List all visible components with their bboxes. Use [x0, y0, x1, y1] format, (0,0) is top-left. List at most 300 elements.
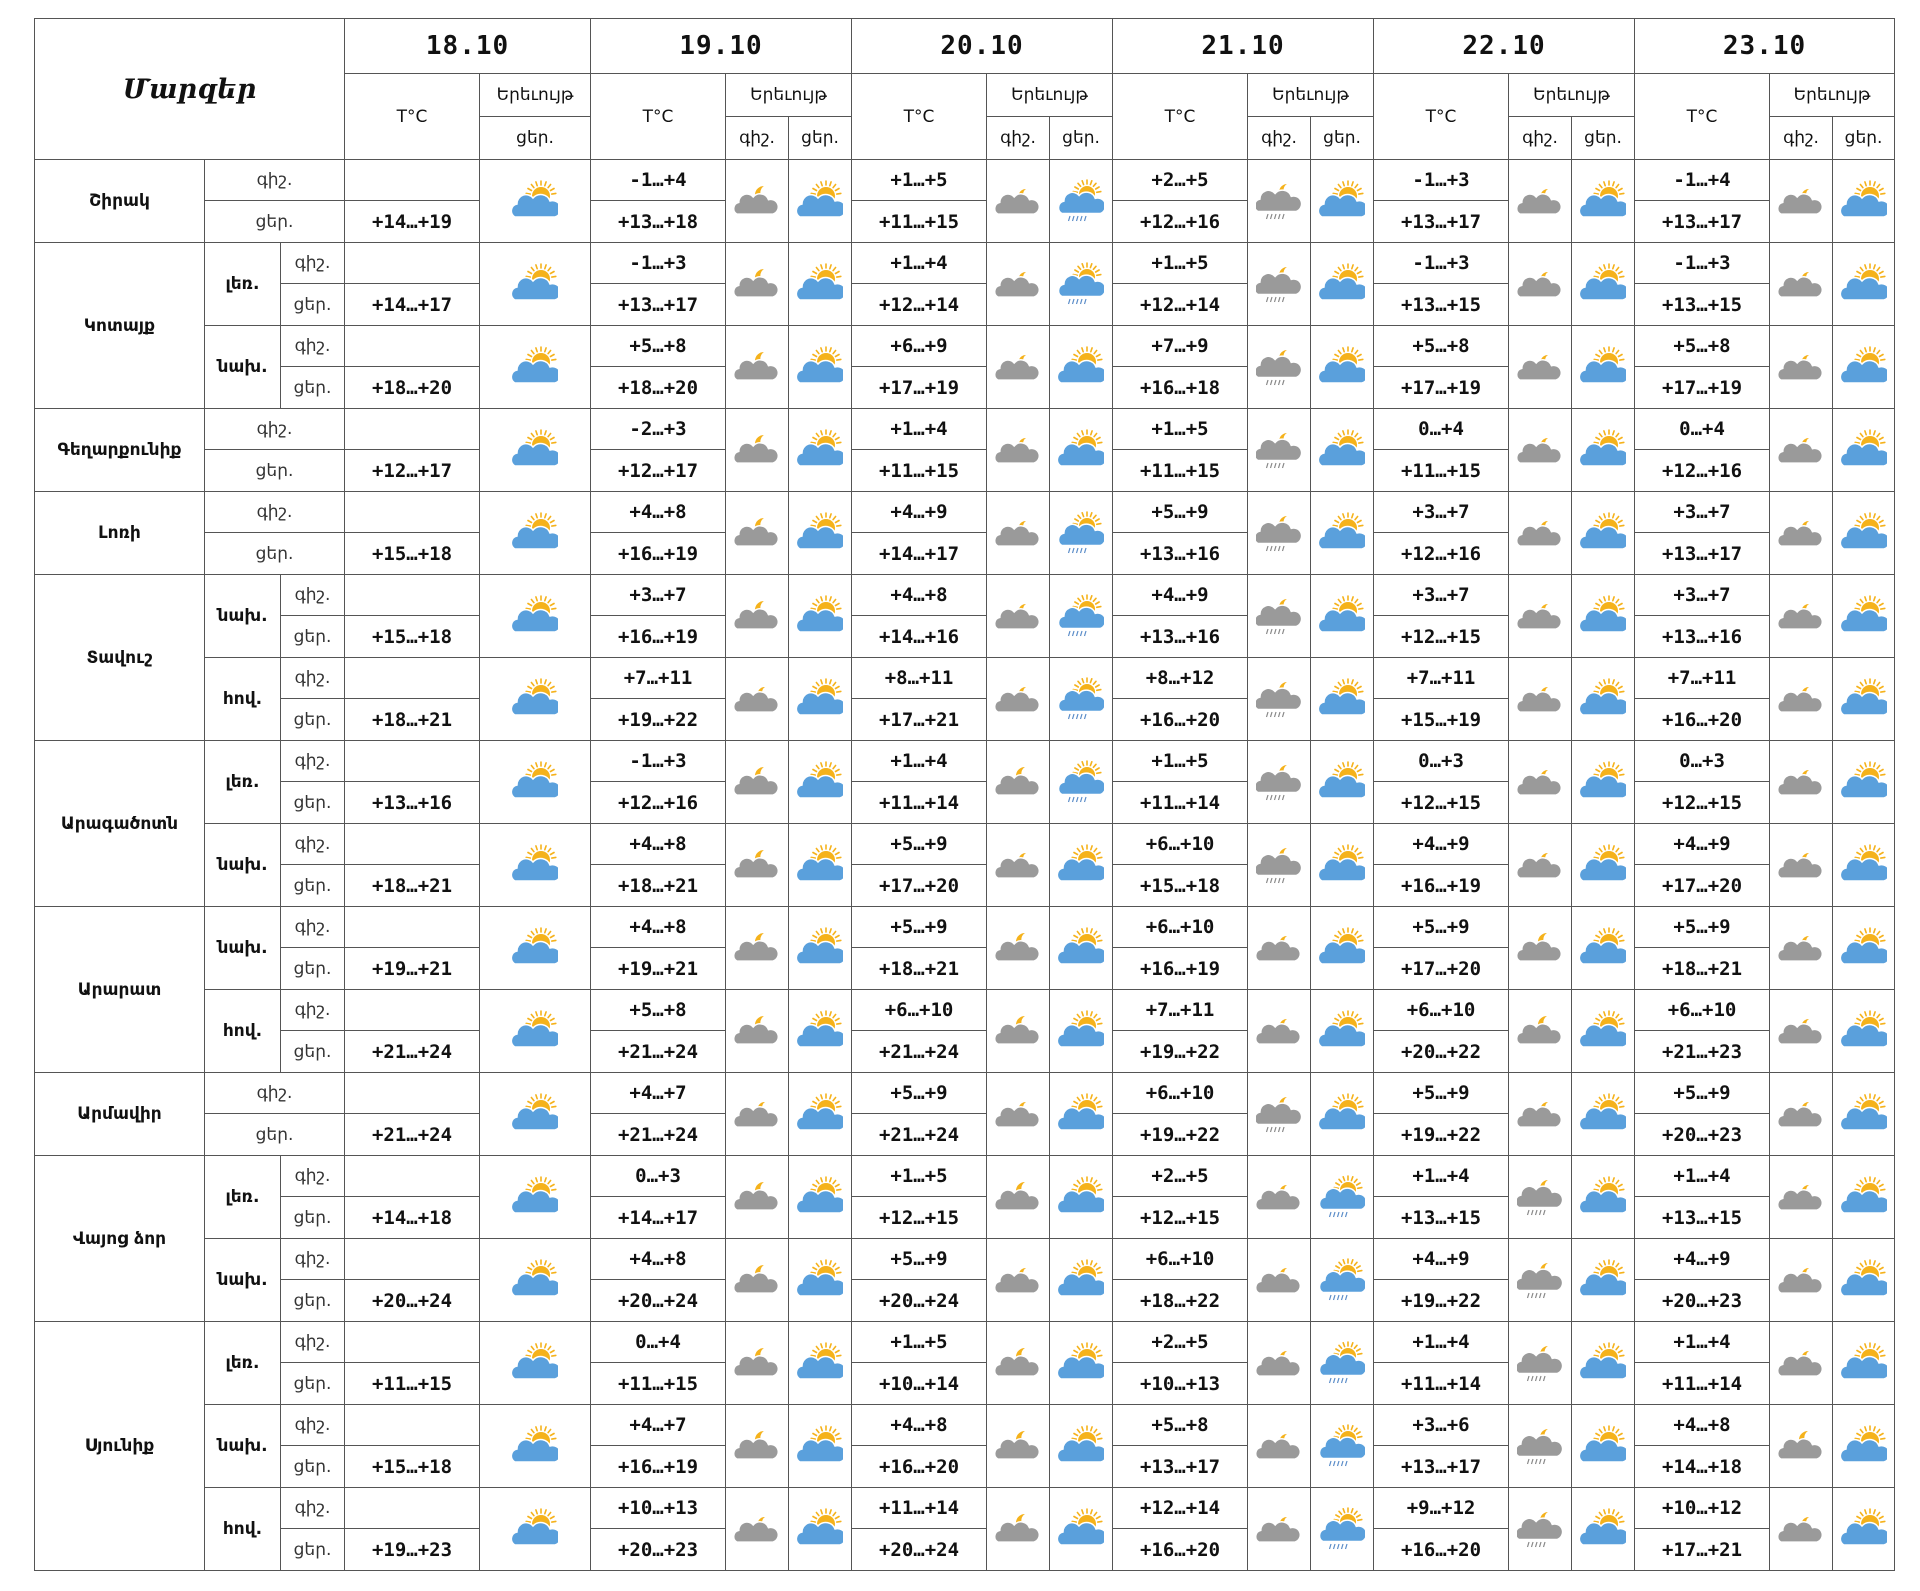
day-temp: +12…+16: [1374, 533, 1509, 575]
partly-cloudy-icon: [1572, 1073, 1635, 1156]
night-cloud-icon: [1248, 907, 1311, 990]
day-header: ցեր.: [1050, 117, 1113, 160]
night-temp: [345, 1156, 480, 1197]
day-label: ցեր.: [281, 1363, 345, 1405]
night-cloud-icon: [1509, 409, 1572, 492]
night-temp: +4…+8: [591, 1239, 726, 1280]
partly-cloudy-icon: [1572, 1239, 1635, 1322]
day-temp: +16…+20: [1635, 699, 1770, 741]
night-cloudy-icon: [726, 160, 789, 243]
night-cloudy-rain-icon: [1509, 1156, 1572, 1239]
night-cloud-icon: [1248, 1405, 1311, 1488]
day-temp: +12…+14: [852, 284, 987, 326]
day-temp: +20…+23: [591, 1529, 726, 1571]
phenomenon-header: Երեւույթ: [987, 74, 1113, 117]
day-temp: +17…+19: [852, 367, 987, 409]
partly-cloudy-icon: [480, 741, 591, 824]
night-cloud-icon: [987, 326, 1050, 409]
night-label: գիշ.: [205, 492, 345, 533]
night-temp: +3…+7: [1374, 575, 1509, 616]
night-temp: +6…+10: [1113, 1239, 1248, 1280]
cloudy-rain-icon: [1050, 575, 1113, 658]
night-header: գիշ.: [1248, 117, 1311, 160]
night-label: գիշ.: [205, 409, 345, 450]
day-temp: +19…+22: [1374, 1114, 1509, 1156]
table-row: [35, 907, 1895, 948]
night-temp: +4…+8: [852, 1405, 987, 1446]
night-cloudy-icon: [726, 824, 789, 907]
night-temp: +2…+5: [1113, 160, 1248, 201]
day-label: ցեր.: [281, 1197, 345, 1239]
night-temp: +4…+7: [591, 1405, 726, 1446]
region-name: Արագածոտն: [35, 741, 205, 907]
day-label: ցեր.: [281, 699, 345, 741]
day-temp: +16…+19: [1113, 948, 1248, 990]
night-cloudy-rain-icon: [1509, 1239, 1572, 1322]
night-temp: +1…+4: [1374, 1156, 1509, 1197]
night-temp: +3…+7: [1374, 492, 1509, 533]
partly-cloudy-icon: [1833, 990, 1895, 1073]
night-label: գիշ.: [281, 658, 345, 699]
night-label: գիշ.: [281, 907, 345, 948]
temp-header: T°C: [852, 74, 987, 160]
table-row: [35, 1322, 1895, 1363]
night-cloudy-icon: [726, 1156, 789, 1239]
day-temp: +12…+15: [852, 1197, 987, 1239]
table-row: [35, 575, 1895, 616]
day-temp: +18…+21: [591, 865, 726, 907]
night-temp: +4…+9: [1374, 1239, 1509, 1280]
day-temp: +17…+21: [852, 699, 987, 741]
night-header: գիշ.: [1509, 117, 1572, 160]
night-temp: +1…+5: [1113, 243, 1248, 284]
night-cloudy-rain-icon: [1248, 1073, 1311, 1156]
partly-cloudy-icon: [1572, 243, 1635, 326]
day-temp: +17…+19: [1635, 367, 1770, 409]
night-cloud-icon: [1509, 492, 1572, 575]
night-temp: -1…+3: [1374, 160, 1509, 201]
day-temp: +13…+17: [1113, 1446, 1248, 1488]
night-cloud-icon: [1770, 1156, 1833, 1239]
sub-region-name: լեռ.: [205, 243, 281, 326]
day-temp: +14…+17: [591, 1197, 726, 1239]
sub-region-name: լեռ.: [205, 1322, 281, 1405]
day-temp: +14…+18: [345, 1197, 480, 1239]
cloudy-rain-icon: [1311, 1322, 1374, 1405]
night-temp: +1…+5: [852, 1156, 987, 1197]
night-cloud-icon: [1770, 658, 1833, 741]
day-temp: +15…+18: [1113, 865, 1248, 907]
partly-cloudy-icon: [480, 492, 591, 575]
night-temp: +7…+11: [591, 658, 726, 699]
day-temp: +11…+14: [1113, 782, 1248, 824]
region-name: Տավուշ: [35, 575, 205, 741]
night-temp: +1…+4: [1635, 1156, 1770, 1197]
night-temp: +1…+5: [1113, 741, 1248, 782]
region-name: Արմավիր: [35, 1073, 205, 1156]
night-temp: +9…+12: [1374, 1488, 1509, 1529]
sub-region-name: նախ.: [205, 1239, 281, 1322]
night-cloudy-icon: [726, 1322, 789, 1405]
partly-cloudy-icon: [1572, 658, 1635, 741]
partly-cloudy-icon: [789, 1239, 852, 1322]
night-label: գիշ.: [281, 1239, 345, 1280]
partly-cloudy-icon: [1311, 907, 1374, 990]
day-temp: +13…+18: [591, 201, 726, 243]
day-temp: +15…+19: [1374, 699, 1509, 741]
night-cloudy-icon: [1770, 1405, 1833, 1488]
day-temp: +21…+24: [591, 1114, 726, 1156]
partly-cloudy-icon: [1311, 160, 1374, 243]
day-label: ցեր.: [281, 616, 345, 658]
night-cloud-icon: [987, 243, 1050, 326]
night-temp: [345, 824, 480, 865]
region-name: Լոռի: [35, 492, 205, 575]
table-row: [35, 658, 1895, 699]
night-temp: +5…+9: [1113, 492, 1248, 533]
night-cloudy-icon: [987, 741, 1050, 824]
partly-cloudy-icon: [1050, 1073, 1113, 1156]
night-label: գիշ.: [281, 741, 345, 782]
night-cloud-icon: [726, 1073, 789, 1156]
night-cloud-icon: [1248, 1156, 1311, 1239]
date-header: 18.10: [345, 19, 591, 74]
date-header: 22.10: [1374, 19, 1635, 74]
partly-cloudy-icon: [1833, 575, 1895, 658]
night-label: գիշ.: [205, 160, 345, 201]
night-cloud-icon: [1770, 243, 1833, 326]
night-temp: -1…+3: [1635, 243, 1770, 284]
night-temp: 0…+4: [591, 1322, 726, 1363]
day-temp: +12…+15: [1113, 1197, 1248, 1239]
night-temp: [345, 492, 480, 533]
day-temp: +15…+18: [345, 616, 480, 658]
night-temp: +5…+8: [1635, 326, 1770, 367]
night-cloud-icon: [1248, 990, 1311, 1073]
night-cloud-icon: [987, 409, 1050, 492]
partly-cloudy-icon: [1833, 160, 1895, 243]
partly-cloudy-icon: [1050, 1156, 1113, 1239]
day-temp: +12…+16: [591, 782, 726, 824]
table-row: [35, 326, 1895, 367]
night-temp: +4…+9: [1113, 575, 1248, 616]
partly-cloudy-icon: [1050, 824, 1113, 907]
partly-cloudy-icon: [1572, 741, 1635, 824]
table-row: [35, 409, 1895, 450]
day-temp: +21…+24: [852, 1114, 987, 1156]
cloudy-rain-icon: [1050, 492, 1113, 575]
partly-cloudy-icon: [1833, 658, 1895, 741]
region-name: Կոտայք: [35, 243, 205, 409]
night-cloud-icon: [1509, 575, 1572, 658]
night-temp: +4…+8: [591, 492, 726, 533]
night-label: գիշ.: [281, 243, 345, 284]
night-temp: +4…+8: [1635, 1405, 1770, 1446]
night-cloudy-icon: [726, 409, 789, 492]
region-name: Վայոց ձոր: [35, 1156, 205, 1322]
night-cloud-icon: [1770, 907, 1833, 990]
partly-cloudy-icon: [1833, 1156, 1895, 1239]
night-cloudy-icon: [726, 741, 789, 824]
day-temp: +20…+24: [852, 1280, 987, 1322]
table-row: [35, 990, 1895, 1031]
partly-cloudy-icon: [1572, 326, 1635, 409]
night-cloud-icon: [1248, 1239, 1311, 1322]
partly-cloudy-icon: [1572, 1405, 1635, 1488]
date-header: 23.10: [1635, 19, 1895, 74]
night-cloudy-icon: [987, 907, 1050, 990]
night-temp: +4…+9: [1635, 1239, 1770, 1280]
night-cloud-icon: [1770, 1488, 1833, 1571]
night-temp: +1…+4: [852, 741, 987, 782]
sub-region-name: նախ.: [205, 824, 281, 907]
partly-cloudy-icon: [1311, 575, 1374, 658]
partly-cloudy-icon: [789, 1073, 852, 1156]
day-temp: +19…+23: [345, 1529, 480, 1571]
night-cloud-icon: [1770, 990, 1833, 1073]
day-label: ցեր.: [281, 1280, 345, 1322]
night-cloudy-icon: [987, 1488, 1050, 1571]
night-cloud-icon: [1509, 160, 1572, 243]
night-temp: [345, 907, 480, 948]
day-temp: +17…+20: [1374, 948, 1509, 990]
day-temp: +16…+20: [1113, 1529, 1248, 1571]
day-label: ցեր.: [281, 782, 345, 824]
day-temp: +16…+19: [1374, 865, 1509, 907]
partly-cloudy-icon: [1572, 1156, 1635, 1239]
night-header: գիշ.: [726, 117, 789, 160]
partly-cloudy-icon: [480, 575, 591, 658]
partly-cloudy-icon: [1572, 575, 1635, 658]
day-temp: +20…+23: [1635, 1280, 1770, 1322]
day-temp: +12…+17: [345, 450, 480, 492]
day-temp: +17…+19: [1374, 367, 1509, 409]
night-temp: +2…+5: [1113, 1322, 1248, 1363]
forecast-table-container: [34, 18, 1886, 1571]
night-cloud-icon: [1770, 1322, 1833, 1405]
night-cloudy-rain-icon: [1248, 326, 1311, 409]
night-temp: +6…+10: [1113, 824, 1248, 865]
night-cloudy-rain-icon: [1248, 824, 1311, 907]
cloudy-rain-icon: [1050, 243, 1113, 326]
day-temp: +11…+14: [1635, 1363, 1770, 1405]
partly-cloudy-icon: [1833, 1073, 1895, 1156]
night-temp: +5…+9: [852, 1239, 987, 1280]
date-header: 19.10: [591, 19, 852, 74]
day-temp: +13…+16: [1635, 616, 1770, 658]
night-temp: +4…+8: [591, 824, 726, 865]
night-cloud-icon: [1770, 824, 1833, 907]
partly-cloudy-icon: [480, 1073, 591, 1156]
night-cloudy-icon: [987, 1322, 1050, 1405]
table-title: Մարզեր: [35, 19, 345, 160]
night-temp: -1…+3: [591, 741, 726, 782]
partly-cloudy-icon: [1833, 1239, 1895, 1322]
night-cloud-icon: [1509, 326, 1572, 409]
partly-cloudy-icon: [480, 658, 591, 741]
phenomenon-header: Երեւույթ: [480, 74, 591, 117]
day-temp: +12…+17: [591, 450, 726, 492]
day-temp: +10…+14: [852, 1363, 987, 1405]
night-temp: +3…+7: [591, 575, 726, 616]
night-temp: +1…+5: [852, 160, 987, 201]
day-temp: +14…+17: [852, 533, 987, 575]
partly-cloudy-icon: [1833, 409, 1895, 492]
partly-cloudy-icon: [1572, 160, 1635, 243]
partly-cloudy-icon: [1311, 658, 1374, 741]
partly-cloudy-icon: [1050, 409, 1113, 492]
night-temp: +8…+11: [852, 658, 987, 699]
day-temp: +16…+20: [852, 1446, 987, 1488]
table-row: [35, 1239, 1895, 1280]
day-temp: +19…+21: [591, 948, 726, 990]
day-temp: +21…+24: [852, 1031, 987, 1073]
day-temp: +13…+17: [1635, 201, 1770, 243]
night-cloud-icon: [1770, 1239, 1833, 1322]
night-temp: +4…+9: [852, 492, 987, 533]
night-temp: [345, 1239, 480, 1280]
day-temp: +20…+24: [345, 1280, 480, 1322]
day-temp: +14…+19: [345, 201, 480, 243]
night-temp: [345, 575, 480, 616]
sub-region-name: հով.: [205, 1488, 281, 1571]
night-cloud-icon: [1770, 1073, 1833, 1156]
partly-cloudy-icon: [1050, 1405, 1113, 1488]
night-cloudy-rain-icon: [1248, 160, 1311, 243]
day-temp: +11…+15: [591, 1363, 726, 1405]
partly-cloudy-icon: [1572, 824, 1635, 907]
partly-cloudy-icon: [789, 824, 852, 907]
night-temp: +3…+7: [1635, 575, 1770, 616]
night-temp: +2…+5: [1113, 1156, 1248, 1197]
night-label: գիշ.: [281, 1488, 345, 1529]
table-row: [35, 1405, 1895, 1446]
night-temp: -1…+4: [591, 160, 726, 201]
cloudy-rain-icon: [1311, 1488, 1374, 1571]
partly-cloudy-icon: [1833, 1488, 1895, 1571]
night-temp: +7…+11: [1113, 990, 1248, 1031]
night-temp: +5…+9: [852, 824, 987, 865]
day-temp: +13…+17: [1374, 1446, 1509, 1488]
night-temp: [345, 243, 480, 284]
night-label: գիշ.: [205, 1073, 345, 1114]
night-temp: [345, 1322, 480, 1363]
partly-cloudy-icon: [1833, 243, 1895, 326]
phenomenon-header: Երեւույթ: [1770, 74, 1895, 117]
partly-cloudy-icon: [1050, 990, 1113, 1073]
day-temp: +13…+15: [1374, 284, 1509, 326]
day-temp: +15…+18: [345, 533, 480, 575]
day-label: ցեր.: [205, 533, 345, 575]
night-cloudy-rain-icon: [1509, 1405, 1572, 1488]
sub-region-name: հով.: [205, 990, 281, 1073]
day-temp: +12…+16: [1635, 450, 1770, 492]
day-temp: +11…+14: [1374, 1363, 1509, 1405]
day-temp: +14…+16: [852, 616, 987, 658]
day-temp: +13…+17: [591, 284, 726, 326]
night-temp: 0…+3: [1635, 741, 1770, 782]
temp-header: T°C: [1113, 74, 1248, 160]
partly-cloudy-icon: [789, 1156, 852, 1239]
night-temp: +1…+5: [1113, 409, 1248, 450]
night-cloudy-icon: [726, 1405, 789, 1488]
partly-cloudy-icon: [480, 1488, 591, 1571]
day-temp: +19…+22: [1374, 1280, 1509, 1322]
partly-cloudy-icon: [1050, 907, 1113, 990]
partly-cloudy-icon: [480, 907, 591, 990]
partly-cloudy-icon: [1311, 243, 1374, 326]
night-cloud-icon: [1248, 1322, 1311, 1405]
partly-cloudy-icon: [1833, 907, 1895, 990]
table-row: [35, 160, 1895, 201]
partly-cloudy-icon: [480, 1405, 591, 1488]
night-temp: +3…+6: [1374, 1405, 1509, 1446]
night-cloudy-rain-icon: [1248, 243, 1311, 326]
night-temp: [345, 160, 480, 201]
day-temp: +16…+19: [591, 533, 726, 575]
night-temp: 0…+3: [1374, 741, 1509, 782]
partly-cloudy-icon: [1572, 1322, 1635, 1405]
partly-cloudy-icon: [789, 658, 852, 741]
partly-cloudy-icon: [789, 990, 852, 1073]
day-temp: +14…+18: [1635, 1446, 1770, 1488]
partly-cloudy-icon: [789, 1405, 852, 1488]
night-cloudy-icon: [726, 492, 789, 575]
day-temp: +18…+20: [591, 367, 726, 409]
night-temp: [345, 990, 480, 1031]
partly-cloudy-icon: [1572, 492, 1635, 575]
partly-cloudy-icon: [1833, 1405, 1895, 1488]
night-temp: [345, 1405, 480, 1446]
table-row: [35, 1156, 1895, 1197]
night-temp: -1…+4: [1635, 160, 1770, 201]
night-temp: 0…+3: [591, 1156, 726, 1197]
night-temp: +3…+7: [1635, 492, 1770, 533]
forecast-table: [34, 18, 1895, 1571]
partly-cloudy-icon: [1311, 824, 1374, 907]
night-temp: -1…+3: [591, 243, 726, 284]
partly-cloudy-icon: [1833, 492, 1895, 575]
day-temp: +10…+13: [1113, 1363, 1248, 1405]
night-cloudy-rain-icon: [1509, 1322, 1572, 1405]
night-temp: 0…+4: [1374, 409, 1509, 450]
night-cloudy-rain-icon: [1248, 492, 1311, 575]
night-cloud-icon: [1509, 1073, 1572, 1156]
night-temp: +12…+14: [1113, 1488, 1248, 1529]
day-temp: +16…+19: [591, 1446, 726, 1488]
night-label: գիշ.: [281, 1322, 345, 1363]
day-temp: +13…+17: [1635, 533, 1770, 575]
night-temp: +4…+9: [1635, 824, 1770, 865]
day-temp: +18…+20: [345, 367, 480, 409]
partly-cloudy-icon: [1833, 1322, 1895, 1405]
partly-cloudy-icon: [789, 907, 852, 990]
day-temp: +11…+15: [1113, 450, 1248, 492]
cloudy-rain-icon: [1050, 741, 1113, 824]
night-temp: +1…+5: [852, 1322, 987, 1363]
partly-cloudy-icon: [480, 1322, 591, 1405]
night-temp: -2…+3: [591, 409, 726, 450]
sub-region-name: նախ.: [205, 326, 281, 409]
day-label: ցեր.: [281, 948, 345, 990]
day-label: ցեր.: [281, 865, 345, 907]
partly-cloudy-icon: [789, 243, 852, 326]
night-cloud-icon: [726, 658, 789, 741]
partly-cloudy-icon: [1311, 326, 1374, 409]
day-temp: +13…+16: [1113, 616, 1248, 658]
night-temp: +7…+9: [1113, 326, 1248, 367]
day-temp: +19…+22: [1113, 1114, 1248, 1156]
